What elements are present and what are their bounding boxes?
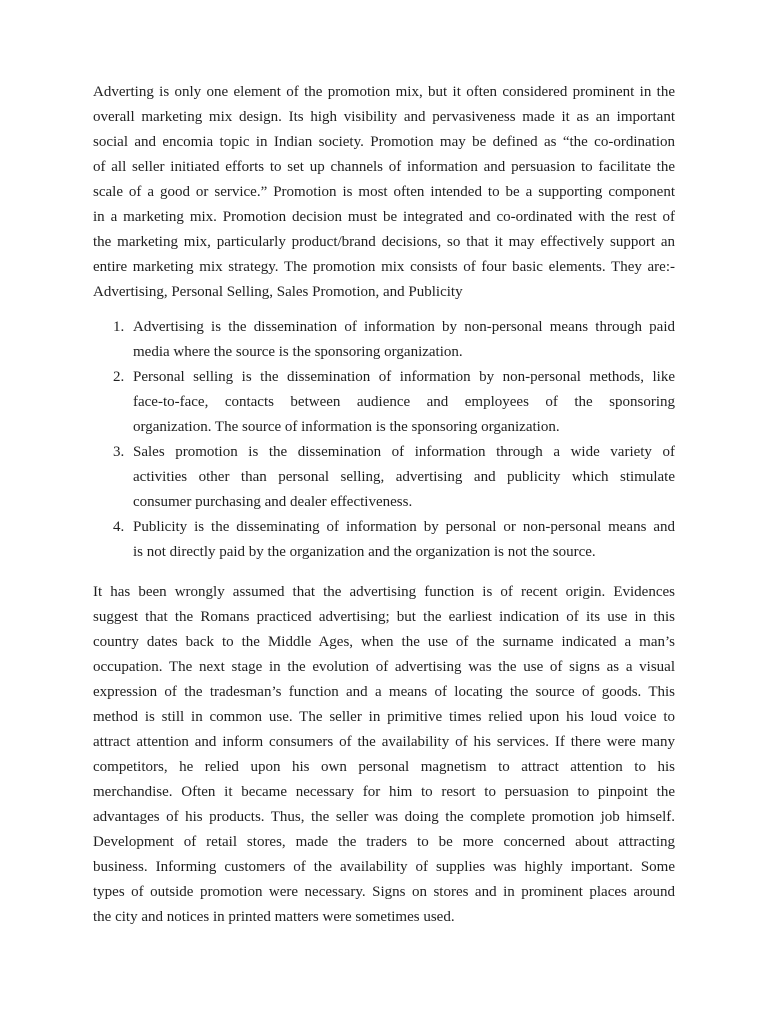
text-line: competitors, he relied upon his own personal magnetism to attract attention to his <box>93 759 675 775</box>
text-line: of all seller initiated efforts to set up channels of information and persuasion to facilitate the <box>93 159 675 175</box>
text-line: suggest that the Romans practiced advertising; but the earliest indication of its use in this <box>93 609 675 625</box>
text-line: in a marketing mix. Promotion decision must be integrated and co-ordinated with the rest of <box>93 209 675 225</box>
text-line: country dates back to the Middle Ages, when the use of the surname indicated a man’s <box>93 634 675 650</box>
text-line: scale of a good or service.” Promotion is most often intended to be a supporting component <box>93 184 675 200</box>
text-line: Publicity is the disseminating of information by personal or non-personal means and <box>133 519 675 535</box>
list-item-advertising <box>93 315 675 365</box>
text-line: business. Informing customers of the availability of supplies was highly important. Some <box>93 859 675 875</box>
text-line: the city and notices in printed matters were sometimes used. <box>93 909 455 925</box>
list-item-number: 1. <box>113 319 125 335</box>
text-line: media where the source is the sponsoring organization. <box>133 344 463 360</box>
text-line: advantages of his products. Thus, the seller was doing the complete promotion job himself. <box>93 809 675 825</box>
text-line: entire marketing mix strategy. The promotion mix consists of four basic elements. They are:- <box>93 259 675 275</box>
text-line: Adverting is only one element of the promotion mix, but it often considered prominent in the <box>93 84 675 100</box>
list-item-text <box>133 440 675 515</box>
intro-paragraph <box>93 80 675 305</box>
text-line: method is still in common use. The seller in primitive times relied upon his loud voice to <box>93 709 675 725</box>
list-item-number: 4. <box>113 519 125 535</box>
text-line: attract attention and inform consumers of the availability of his services. If there were many <box>93 734 675 750</box>
text-line: merchandise. Often it became necessary for him to resort to persuasion to pinpoint the <box>93 784 675 800</box>
text-line: social and encomia topic in Indian society. Promotion may be defined as “the co-ordination <box>93 134 675 150</box>
list-item-personal-selling <box>93 365 675 440</box>
list-item-sales-promotion <box>93 440 675 515</box>
list-item-text <box>133 365 675 440</box>
list-item-number: 3. <box>113 444 125 460</box>
text-line: Advertising, Personal Selling, Sales Promotion, and Publicity <box>93 284 463 300</box>
text-line: types of outside promotion were necessary. Signs on stores and in prominent places around <box>93 884 675 900</box>
text-line: Sales promotion is the dissemination of information through a wide variety of <box>133 444 675 460</box>
list-item-text <box>133 315 675 365</box>
list-item-text <box>133 515 675 565</box>
history-paragraph <box>93 580 675 930</box>
text-line: consumer purchasing and dealer effectiveness. <box>133 494 413 510</box>
text-line: It has been wrongly assumed that the advertising function is of recent origin. Evidences <box>93 584 675 600</box>
text-line: activities other than personal selling, advertising and publicity which stimulate <box>133 469 675 485</box>
text-line: face-to-face, contacts between audience and employees of the sponsoring <box>133 394 675 410</box>
text-line: expression of the tradesman’s function and a means of locating the source of goods. This <box>93 684 675 700</box>
page-content <box>93 80 675 930</box>
text-line: occupation. The next stage in the evolution of advertising was the use of signs as a visual <box>93 659 675 675</box>
list-item-publicity <box>93 515 675 565</box>
text-line: Advertising is the dissemination of information by non-personal means through paid <box>133 319 675 335</box>
text-line: overall marketing mix design. Its high visibility and pervasiveness made it as an important <box>93 109 675 125</box>
text-line: Personal selling is the dissemination of information by non-personal methods, like <box>133 369 675 385</box>
text-line: the marketing mix, particularly product/brand decisions, so that it may effectively support an <box>93 234 675 250</box>
list-item-number: 2. <box>113 369 125 385</box>
text-line: is not directly paid by the organization and the organization is not the source. <box>133 544 596 560</box>
promotion-mix-list <box>93 315 675 565</box>
text-line: Development of retail stores, made the traders to be more concerned about attracting <box>93 834 675 850</box>
text-line: organization. The source of information is the sponsoring organization. <box>133 419 560 435</box>
